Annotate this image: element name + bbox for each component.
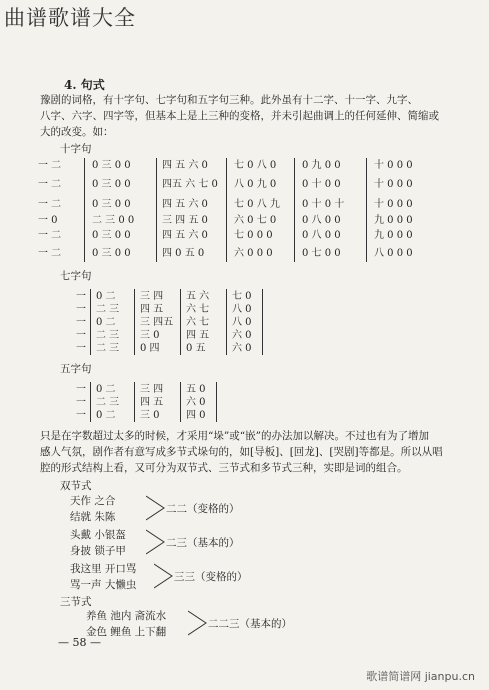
- text-line: 大的改变。如：: [40, 126, 114, 138]
- section-title: 4. 句式: [64, 78, 105, 92]
- text-line: 只是在字数超过太多的时候，才采用“垛”或“嵌”的办法加以解决。不过也有为了增加: [40, 430, 429, 442]
- example-line: 我这里 开口骂: [70, 563, 137, 575]
- seven-char-label: 七字句: [60, 270, 92, 282]
- text-line: 八字、六字、四字等，但基本上是上三种的变格，并未引起曲调上的任何延伸、简缩或: [40, 110, 439, 122]
- bracket-icon: [188, 609, 208, 637]
- seven-char-table: 一 0 二 三 四 五 六 七 0 一 二 三 四 五 六 七 八 0 一 0 二 三 四五 六 七 八 0 一 二 三 三 0 四 五 六 0 一 二 三 0 四 0 五 六 0: [76, 289, 276, 359]
- example-result: 二二（变格的）: [166, 503, 240, 515]
- ten-char-table: 一 二 0 三 0 0 四 五 六 0 七 0 八 0 0 九 0 0 十 0 0 0 一 二 0 三 0 0 四五 六 七 0 八 0 九 0 0 十 0 0 十 0 0 0 一 二 0 三 0 0 四 五 六 0 七 0 八 九 0 十 0 十 十 0 0 0 一 0 二 三 0 0 三 四 五 0 六 0 七 0 0 八 0 0 九 0 0 0 一 二 0 三 0 0 四 五 六 0 七 0 0 0 0 八 0 0 九 0 0 0 一 二 0 三 0 0 四 0 五 0 六 0 0 0 0 七 0 0 八 0 0 0: [38, 158, 458, 268]
- body-paragraph: [40, 428, 443, 476]
- five-char-label: 五字句: [60, 363, 92, 375]
- example-line: 结就 朱陈: [70, 511, 116, 523]
- page-number: — 58 —: [58, 636, 101, 649]
- example-line: 头戴 小银盔: [70, 529, 126, 541]
- triple-section-label: 三节式: [60, 596, 92, 608]
- bracket-icon: [146, 528, 166, 556]
- text-line: 感人气氛，剧作者有意写成多节式垛句的，如[导板]、[回龙]、[哭剧]等都是。所以从唱: [40, 446, 443, 458]
- bracket-icon: [146, 494, 166, 522]
- five-char-table: 一 0 二 三 四 五 0 一 二 三 四 五 六 0 一 0 二 三 0 四 0: [76, 382, 236, 426]
- bracket-icon: [154, 562, 174, 590]
- example-line: 天作 之合: [70, 495, 116, 507]
- example-result: 二二三（基本的）: [208, 618, 292, 630]
- site-title: 曲谱歌谱大全: [4, 6, 136, 30]
- example-result: 二三（基本的）: [166, 537, 240, 549]
- example-line: 身披 锁子甲: [70, 545, 126, 557]
- example-line: 养鱼 池内 斋流水: [86, 610, 167, 622]
- intro-paragraph: [40, 92, 439, 140]
- example-line: 金色 鲤鱼 上下翻: [86, 626, 167, 638]
- text-line: 腔的形式结构上看，又可分为双节式、三节式和多节式三种，实即是词的组合。: [40, 462, 408, 474]
- text-line: 豫剧的词格，有十字句、七字句和五字句三种。此外虽有十二字、十一字、九字、: [40, 94, 418, 106]
- ten-char-label: 十字句: [60, 143, 92, 155]
- double-section-label: 双节式: [60, 480, 92, 492]
- watermark: 歌谱简谱网 jianpu.cn: [366, 670, 475, 683]
- example-result: 三三（变格的）: [174, 571, 248, 583]
- example-line: 骂一声 大懒虫: [70, 579, 137, 591]
